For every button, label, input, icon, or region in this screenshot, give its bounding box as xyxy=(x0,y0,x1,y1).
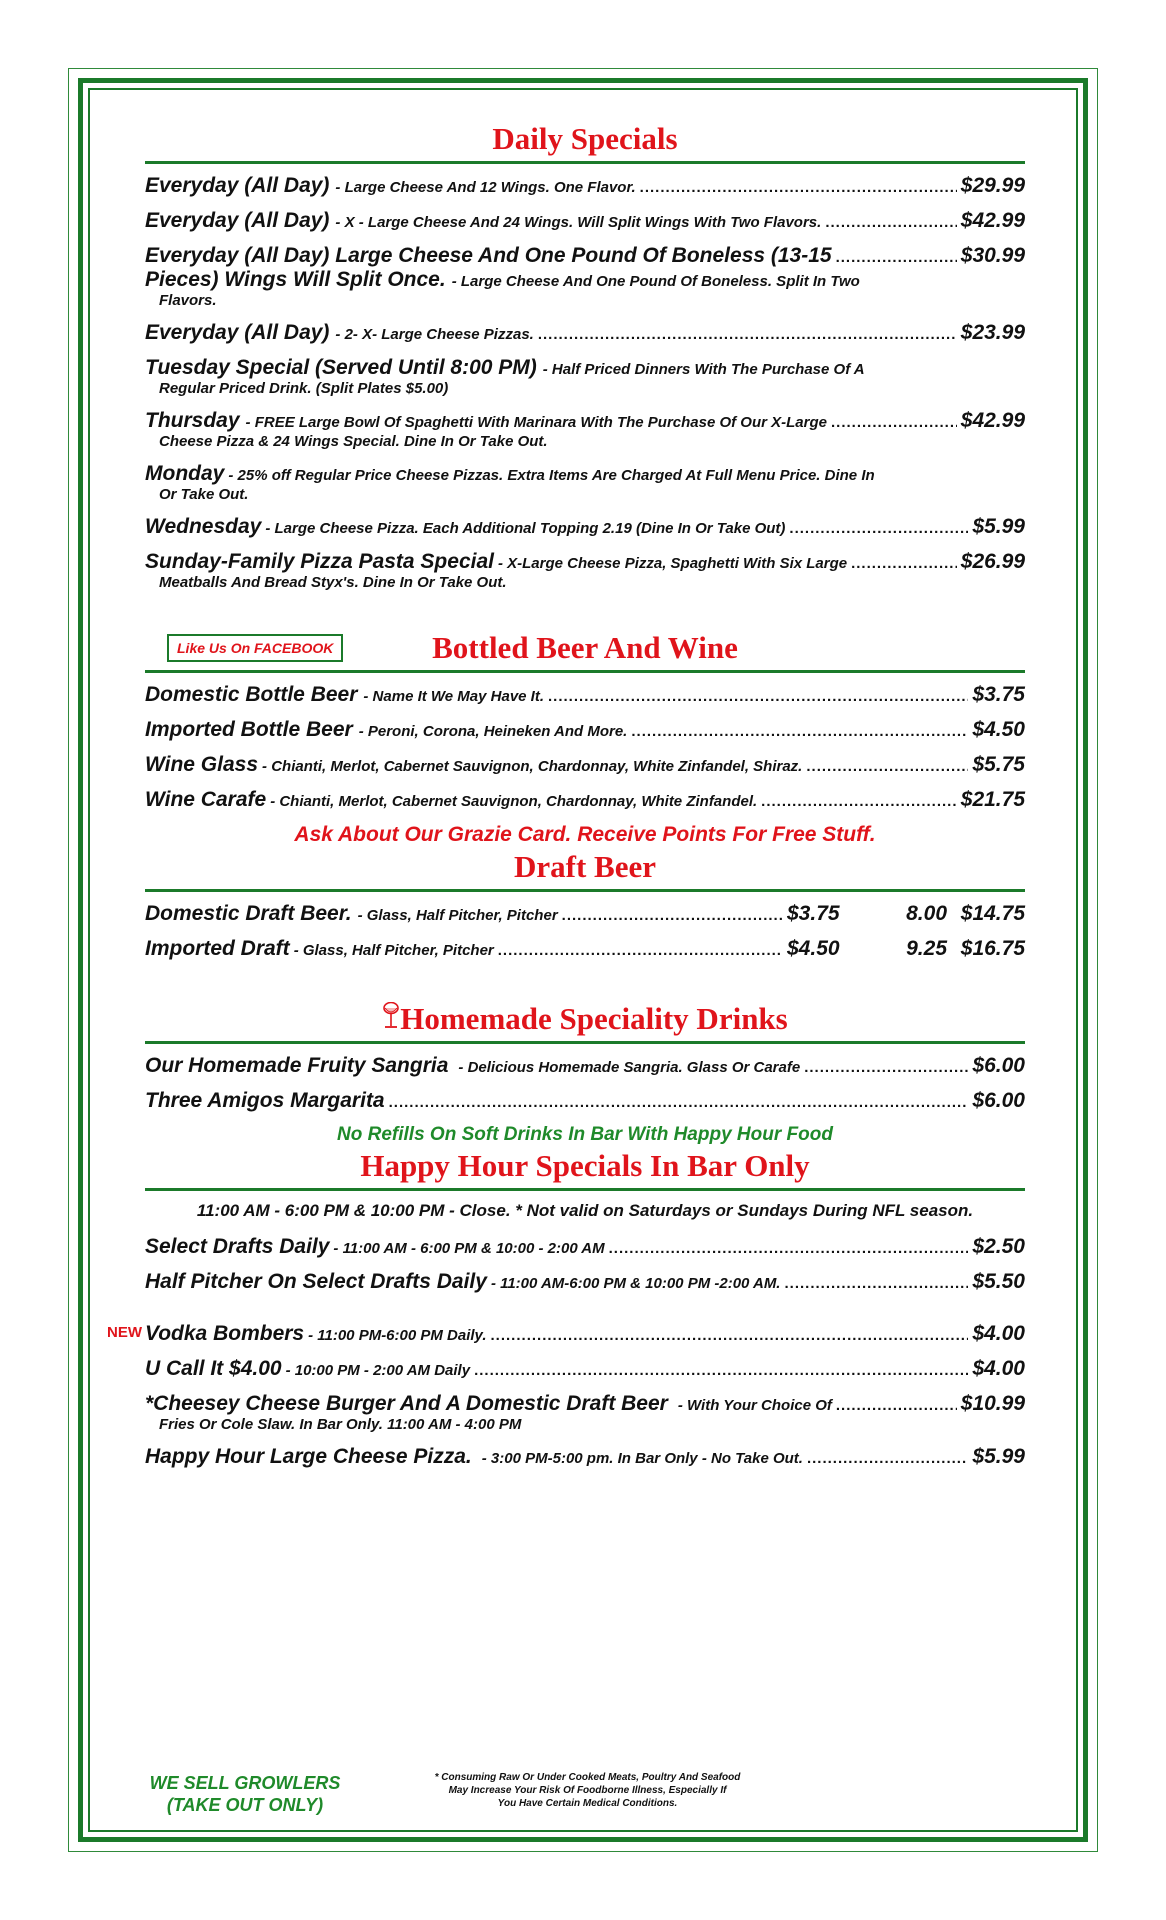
item-price: $5.99 xyxy=(972,1445,1025,1468)
item-description: - 25% off Regular Price Cheese Pizzas. Extra Items Are Charged At Full Menu Price. Dine In xyxy=(228,467,875,484)
drinks-header xyxy=(145,1001,1025,1037)
item-description: - Large Cheese And One Pound Of Boneless. Split In Two xyxy=(451,273,860,290)
item-price: $4.00 xyxy=(972,1357,1025,1380)
menu-item xyxy=(145,462,1025,504)
dot-leader xyxy=(831,414,957,431)
wine-glass-icon xyxy=(382,1002,400,1032)
item-name: Select Drafts Daily xyxy=(145,1235,330,1258)
menu-item xyxy=(145,1054,1025,1078)
dot-leader xyxy=(609,1240,969,1257)
item-description: - Name It We May Have It. xyxy=(363,688,545,705)
dot-leader xyxy=(498,942,783,959)
menu-item xyxy=(145,174,1025,198)
item-name: Sunday-Family Pizza Pasta Special xyxy=(145,550,494,573)
item-description: - 11:00 AM-6:00 PM & 10:00 PM -2:00 AM. xyxy=(490,1275,781,1292)
item-name: Thursday xyxy=(145,409,240,432)
dot-leader xyxy=(474,1362,968,1379)
item-description: - Half Priced Dinners With The Purchase Of A xyxy=(542,361,865,378)
item-price: $4.50 xyxy=(972,718,1025,741)
dot-leader xyxy=(538,326,957,343)
item-description-continued: Flavors. xyxy=(159,292,217,309)
item-name: Imported Bottle Beer xyxy=(145,718,353,741)
dot-leader xyxy=(807,1450,968,1467)
item-name: Three Amigos Margarita xyxy=(145,1089,385,1112)
menu-item xyxy=(145,515,1025,539)
dot-leader xyxy=(491,1327,969,1344)
menu-item xyxy=(145,244,1025,310)
bottled-header xyxy=(145,630,1025,666)
item-description: - FREE Large Bowl Of Spaghetti With Marinara With The Purchase Of Our X-Large xyxy=(245,414,827,431)
dot-leader xyxy=(761,793,957,810)
menu-content xyxy=(107,115,1025,1480)
drinks-rule xyxy=(145,1041,1025,1044)
menu-item xyxy=(107,1322,1025,1346)
menu-item xyxy=(145,321,1025,345)
item-name: U Call It $4.00 xyxy=(145,1357,282,1380)
item-description: - X - Large Cheese And 24 Wings. Will Split Wings With Two Flavors. xyxy=(335,214,822,231)
daily-specials-rule xyxy=(145,161,1025,164)
item-name: Everyday (All Day) Large Cheese And One Pound Of Boneless (13-15 xyxy=(145,244,832,267)
item-price: $42.99 xyxy=(960,409,1025,432)
item-name: Domestic Bottle Beer xyxy=(145,683,358,706)
menu-item xyxy=(145,788,1025,812)
item-description: - Glass, Half Pitcher, Pitcher xyxy=(357,907,558,924)
grazie-card-note: Ask About Our Grazie Card. Receive Points For Free Stuff. xyxy=(294,823,876,846)
item-description: - Delicious Homemade Sangria. Glass Or Carafe xyxy=(458,1059,801,1076)
menu-item xyxy=(145,683,1025,707)
item-name: *Cheesey Cheese Burger And A Domestic Draft Beer xyxy=(145,1392,668,1415)
menu-item xyxy=(145,209,1025,233)
item-price: $30.99 xyxy=(960,244,1025,267)
price-half-pitcher: 8.00 xyxy=(906,902,947,925)
item-description: - Chianti, Merlot, Cabernet Sauvignon, Chardonnay, White Zinfandel, Shiraz. xyxy=(262,758,803,775)
item-description-continued: Fries Or Cole Slaw. In Bar Only. 11:00 AM - 4:00 PM xyxy=(159,1416,522,1433)
dot-leader xyxy=(836,249,957,266)
bottled-title: Bottled Beer And Wine xyxy=(432,630,738,665)
item-description: - 3:00 PM-5:00 pm. In Bar Only - No Take Out. xyxy=(481,1450,803,1467)
happy-hour-title: Happy Hour Specials In Bar Only xyxy=(360,1148,810,1183)
item-description: - Chianti, Merlot, Cabernet Sauvignon, Chardonnay, White Zinfandel. xyxy=(270,793,758,810)
item-name: Happy Hour Large Cheese Pizza. xyxy=(145,1445,472,1468)
item-price: $23.99 xyxy=(960,321,1025,344)
item-description-continued: Cheese Pizza & 24 Wings Special. Dine In Or Take Out. xyxy=(159,433,548,450)
price-pitcher: $14.75 xyxy=(960,902,1025,925)
price-glass: $4.50 xyxy=(787,937,840,960)
item-description: - Large Cheese Pizza. Each Additional Topping 2.19 (Dine In Or Take Out) xyxy=(265,520,786,537)
item-price: $2.50 xyxy=(972,1235,1025,1258)
item-name: Wine Carafe xyxy=(145,788,267,811)
price-pitcher: $16.75 xyxy=(960,937,1025,960)
menu-item xyxy=(145,1445,1025,1469)
item-description: - X-Large Cheese Pizza, Spaghetti With Six Large xyxy=(497,555,848,572)
item-name: Wine Glass xyxy=(145,753,259,776)
item-name: Everyday (All Day) xyxy=(145,174,330,197)
item-name: Vodka Bombers xyxy=(145,1322,305,1345)
draft-rule xyxy=(145,889,1025,892)
dot-leader xyxy=(548,688,968,705)
price-half-pitcher: 9.25 xyxy=(906,937,947,960)
item-price: $5.99 xyxy=(972,515,1025,538)
item-description: - 11:00 AM - 6:00 PM & 10:00 - 2:00 AM xyxy=(333,1240,605,1257)
menu-item xyxy=(145,550,1025,592)
item-description: - 2- X- Large Cheese Pizzas. xyxy=(335,326,534,343)
draft-title: Draft Beer xyxy=(514,849,656,884)
disclaimer-line: * Consuming Raw Or Under Cooked Meats, Poultry And Seafood xyxy=(434,1772,741,1783)
item-name: Our Homemade Fruity Sangria xyxy=(145,1054,449,1077)
dot-leader xyxy=(631,723,968,740)
bottled-rule xyxy=(145,670,1025,673)
item-description-continued: Meatballs And Bread Styx's. Dine In Or Take Out. xyxy=(159,574,507,591)
item-name: Half Pitcher On Select Drafts Daily xyxy=(145,1270,487,1293)
item-name: Imported Draft xyxy=(145,937,290,960)
drinks-title: Homemade Speciality Drinks xyxy=(400,1001,788,1036)
item-description: - Peroni, Corona, Heineken And More. xyxy=(358,723,628,740)
happy-hour-rule xyxy=(145,1188,1025,1191)
menu-item xyxy=(145,1270,1025,1294)
menu-item xyxy=(145,902,1025,926)
item-description-continued: Or Take Out. xyxy=(159,486,249,503)
item-price: $5.75 xyxy=(972,753,1025,776)
disclaimer-line: May Increase Your Risk Of Foodborne Illness, Especially If xyxy=(448,1785,727,1796)
item-name: Wednesday xyxy=(145,515,262,538)
menu-item xyxy=(145,1089,1025,1113)
new-badge: NEW xyxy=(107,1324,142,1341)
item-description-continued: Regular Priced Drink. (Split Plates $5.00) xyxy=(159,380,449,397)
dot-leader xyxy=(389,1094,969,1111)
item-description: - Large Cheese And 12 Wings. One Flavor. xyxy=(335,179,636,196)
item-price: $42.99 xyxy=(960,209,1025,232)
facebook-link[interactable]: Like Us On FACEBOOK xyxy=(167,634,343,662)
dot-leader xyxy=(640,179,957,196)
item-price: $6.00 xyxy=(972,1054,1025,1077)
dot-leader xyxy=(789,520,968,537)
dot-leader xyxy=(836,1397,957,1414)
growlers-line: WE SELL GROWLERS xyxy=(149,1773,341,1793)
item-name-continued: Pieces) Wings Will Split Once. xyxy=(145,268,446,291)
refill-note: No Refills On Soft Drinks In Bar With Happy Hour Food xyxy=(337,1124,833,1145)
dot-leader xyxy=(806,758,968,775)
menu-item xyxy=(145,1357,1025,1381)
item-price: $5.50 xyxy=(972,1270,1025,1293)
dot-leader xyxy=(825,214,956,231)
item-description: - With Your Choice Of xyxy=(677,1397,832,1414)
item-name: Tuesday Special (Served Until 8:00 PM) xyxy=(145,356,537,379)
happy-hour-times: 11:00 AM - 6:00 PM & 10:00 PM - Close. * Not valid on Saturdays or Sundays During NFL season. xyxy=(196,1201,974,1220)
dot-leader xyxy=(851,555,957,572)
disclaimer-line: You Have Certain Medical Conditions. xyxy=(497,1798,678,1809)
menu-item xyxy=(145,937,1025,961)
item-price: $29.99 xyxy=(960,174,1025,197)
item-name: Everyday (All Day) xyxy=(145,209,330,232)
item-description: - 10:00 PM - 2:00 AM Daily xyxy=(285,1362,471,1379)
price-glass: $3.75 xyxy=(787,902,840,925)
item-name: Everyday (All Day) xyxy=(145,321,330,344)
item-name: Monday xyxy=(145,462,225,485)
dot-leader xyxy=(804,1059,968,1076)
item-name: Domestic Draft Beer. xyxy=(145,902,352,925)
menu-item xyxy=(145,753,1025,777)
menu-item xyxy=(145,718,1025,742)
growlers-line: (TAKE OUT ONLY) xyxy=(166,1795,324,1815)
item-description: - Glass, Half Pitcher, Pitcher xyxy=(293,942,494,959)
menu-item xyxy=(145,409,1025,451)
item-description: - 11:00 PM-6:00 PM Daily. xyxy=(308,1327,487,1344)
item-price: $10.99 xyxy=(960,1392,1025,1415)
item-price: $26.99 xyxy=(960,550,1025,573)
growlers-note xyxy=(130,1772,360,1816)
item-price: $6.00 xyxy=(972,1089,1025,1112)
food-safety-disclaimer xyxy=(405,1771,770,1810)
menu-item xyxy=(145,1392,1025,1434)
menu-item xyxy=(145,356,1025,398)
menu-item xyxy=(145,1235,1025,1259)
item-price: $4.00 xyxy=(972,1322,1025,1345)
item-price: $3.75 xyxy=(972,683,1025,706)
daily-specials-title: Daily Specials xyxy=(492,121,678,156)
dot-leader xyxy=(562,907,783,924)
item-price: $21.75 xyxy=(960,788,1025,811)
dot-leader xyxy=(784,1275,968,1292)
